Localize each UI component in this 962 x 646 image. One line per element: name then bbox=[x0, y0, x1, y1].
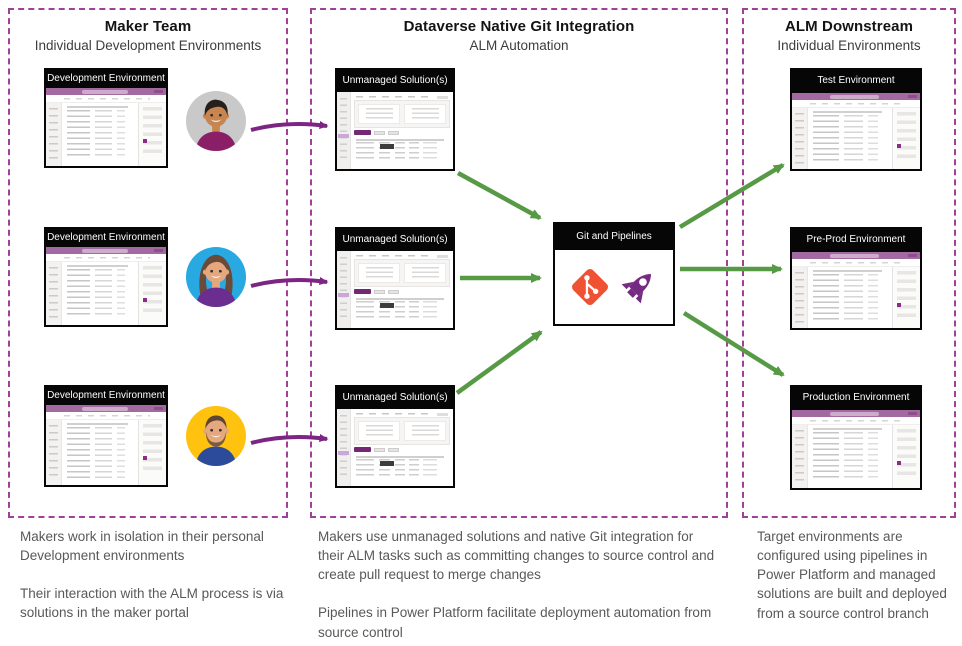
command-bar bbox=[792, 259, 920, 267]
tooltip-mock bbox=[380, 461, 394, 466]
list-column bbox=[95, 110, 112, 163]
test-environment-box bbox=[790, 68, 922, 171]
table-list bbox=[62, 103, 138, 166]
secondary-button bbox=[388, 290, 399, 294]
powerapps-topbar bbox=[792, 252, 920, 259]
table-list bbox=[808, 425, 892, 488]
git-and-pipelines-box bbox=[553, 222, 675, 326]
button-row bbox=[354, 287, 450, 296]
preprod-environment-box bbox=[790, 227, 922, 330]
solution-table bbox=[354, 454, 450, 484]
source-control-card bbox=[354, 417, 450, 445]
dev-environment-label-3: Development Environment bbox=[47, 389, 165, 401]
maker-note-paragraph-1: Makers work in isolation in their personal Development environments bbox=[20, 529, 264, 564]
table-list bbox=[808, 108, 892, 169]
unmanaged-solution-screenshot-3 bbox=[337, 409, 453, 486]
git-note-paragraph-1: Makers use unmanaged solutions and native Git integration for their ALM tasks such as committing changes to source control and create pull request to merge changes bbox=[318, 529, 715, 583]
table-column bbox=[395, 301, 405, 324]
production-environment-label: Production Environment bbox=[802, 392, 910, 403]
unmanaged-solution-label-3: Unmanaged Solution(s) bbox=[342, 391, 448, 403]
git-and-pipelines-label: Git and Pipelines bbox=[576, 230, 652, 242]
test-environment-label: Test Environment bbox=[817, 75, 895, 86]
table-column bbox=[356, 301, 374, 324]
table-column bbox=[409, 142, 419, 165]
rocket-icon bbox=[617, 266, 659, 308]
card-panel bbox=[404, 421, 446, 441]
properties-panel bbox=[138, 262, 166, 325]
table-list bbox=[808, 267, 892, 328]
unmanaged-solution-screenshot-1 bbox=[337, 92, 453, 169]
secondary-button bbox=[374, 448, 385, 452]
properties-panel bbox=[892, 425, 920, 488]
left-nav bbox=[337, 92, 351, 169]
solution-table bbox=[354, 137, 450, 167]
maker-note bbox=[20, 527, 294, 623]
git-note bbox=[318, 527, 720, 642]
list-column bbox=[868, 115, 878, 166]
secondary-button bbox=[374, 290, 385, 294]
secondary-button bbox=[388, 131, 399, 135]
screenshot-body bbox=[792, 267, 920, 328]
dev-environment-screenshot-2 bbox=[46, 247, 166, 325]
powerapps-topbar bbox=[792, 410, 920, 417]
table-column bbox=[356, 142, 374, 165]
unmanaged-solution-box-3 bbox=[335, 385, 455, 488]
properties-panel bbox=[892, 108, 920, 169]
unmanaged-solution-label-2: Unmanaged Solution(s) bbox=[342, 233, 448, 245]
dev-environment-label-2: Development Environment bbox=[47, 231, 165, 243]
dev-environment-box-3 bbox=[44, 385, 168, 487]
unmanaged-solution-screenshot-2 bbox=[337, 251, 453, 328]
table-column bbox=[423, 301, 437, 324]
primary-button bbox=[354, 289, 371, 294]
dev-environment-label-1: Development Environment bbox=[47, 72, 165, 84]
source-control-card bbox=[354, 100, 450, 128]
panel-git-title: Dataverse Native Git Integration bbox=[403, 18, 635, 35]
card-panel bbox=[358, 421, 400, 441]
panel-downstream-title: ALM Downstream bbox=[784, 18, 914, 35]
git-logo-icon bbox=[569, 266, 611, 308]
table-column bbox=[356, 459, 374, 482]
solution-screenshot-mock bbox=[337, 92, 453, 169]
properties-panel bbox=[892, 267, 920, 328]
list-column bbox=[67, 110, 90, 163]
list-column bbox=[844, 115, 863, 166]
solution-screenshot-mock bbox=[337, 251, 453, 328]
screenshot-body bbox=[46, 103, 166, 166]
table-column bbox=[395, 459, 405, 482]
dev-environment-box-1 bbox=[44, 68, 168, 168]
list-column bbox=[868, 274, 878, 325]
left-nav bbox=[46, 420, 62, 485]
panel-maker-head bbox=[10, 10, 286, 53]
maker-note-paragraph-2: Their interaction with the ALM process is via solutions in the maker portal bbox=[20, 586, 284, 621]
panel-git-subtitle: ALM Automation bbox=[469, 38, 569, 53]
left-nav bbox=[792, 425, 808, 488]
list-column bbox=[813, 432, 839, 485]
screenshot-body bbox=[46, 420, 166, 485]
secondary-button bbox=[388, 448, 399, 452]
environment-screenshot-mock bbox=[46, 247, 166, 325]
powerapps-topbar bbox=[792, 93, 920, 100]
git-note-paragraph-2: Pipelines in Power Platform facilitate deployment automation from source control bbox=[318, 605, 712, 640]
properties-panel bbox=[138, 420, 166, 485]
left-nav bbox=[46, 262, 62, 325]
test-environment-screenshot bbox=[792, 93, 920, 169]
table-column bbox=[423, 459, 437, 482]
unmanaged-solution-label-1: Unmanaged Solution(s) bbox=[342, 74, 448, 86]
screenshot-body bbox=[792, 425, 920, 488]
command-bar bbox=[46, 254, 166, 262]
list-column bbox=[813, 274, 839, 325]
source-control-card bbox=[354, 259, 450, 287]
list-column bbox=[95, 269, 112, 322]
panel-maker-subtitle: Individual Development Environments bbox=[34, 38, 262, 53]
panel-downstream-head bbox=[744, 10, 954, 53]
list-column bbox=[844, 274, 863, 325]
table-column bbox=[395, 142, 405, 165]
list-column bbox=[95, 427, 112, 482]
git-and-pipelines-body bbox=[555, 250, 673, 324]
properties-panel bbox=[138, 103, 166, 166]
button-row bbox=[354, 445, 450, 454]
primary-button bbox=[354, 447, 371, 452]
environment-screenshot-mock bbox=[46, 405, 166, 485]
left-nav bbox=[337, 251, 351, 328]
maker-avatar-2 bbox=[185, 246, 247, 308]
panel-downstream-subtitle: Individual Environments bbox=[777, 38, 921, 53]
command-bar bbox=[46, 95, 166, 103]
downstream-note bbox=[757, 527, 955, 623]
screenshot-body bbox=[792, 108, 920, 169]
table-column bbox=[423, 142, 437, 165]
downstream-note-paragraph-1: Target environments are configured using pipelines in Power Platform and managed solutions are built and deployed from a source control branch bbox=[757, 529, 947, 621]
command-bar bbox=[792, 100, 920, 108]
list-column bbox=[117, 269, 126, 322]
card-panel bbox=[404, 104, 446, 124]
environment-screenshot-mock bbox=[792, 410, 920, 488]
card-panel bbox=[358, 263, 400, 283]
list-column bbox=[67, 427, 90, 482]
secondary-button bbox=[374, 131, 385, 135]
panel-maker-title: Maker Team bbox=[104, 18, 192, 35]
dev-environment-box-2 bbox=[44, 227, 168, 327]
list-column bbox=[813, 115, 839, 166]
environment-screenshot-mock bbox=[792, 252, 920, 328]
solution-main bbox=[351, 92, 453, 169]
list-column bbox=[67, 269, 90, 322]
production-environment-screenshot bbox=[792, 410, 920, 488]
tooltip-mock bbox=[380, 144, 394, 149]
unmanaged-solution-box-1 bbox=[335, 68, 455, 171]
left-nav bbox=[337, 409, 351, 486]
maker-avatar-3 bbox=[185, 405, 247, 467]
command-bar bbox=[792, 417, 920, 425]
powerapps-topbar bbox=[46, 88, 166, 95]
preprod-environment-screenshot bbox=[792, 252, 920, 328]
environment-screenshot-mock bbox=[46, 88, 166, 166]
command-bar bbox=[46, 412, 166, 420]
list-column bbox=[868, 432, 878, 485]
left-nav bbox=[46, 103, 62, 166]
list-column bbox=[117, 427, 126, 482]
panel-git-head bbox=[312, 10, 726, 53]
solution-main bbox=[351, 251, 453, 328]
left-nav bbox=[792, 108, 808, 169]
preprod-environment-label: Pre-Prod Environment bbox=[806, 234, 906, 245]
card-panel bbox=[404, 263, 446, 283]
table-list bbox=[62, 262, 138, 325]
table-column bbox=[409, 301, 419, 324]
left-nav bbox=[792, 267, 808, 328]
dev-environment-screenshot-3 bbox=[46, 405, 166, 485]
solution-screenshot-mock bbox=[337, 409, 453, 486]
tooltip-mock bbox=[380, 303, 394, 308]
environment-screenshot-mock bbox=[792, 93, 920, 169]
button-row bbox=[354, 128, 450, 137]
maker-avatar-1 bbox=[185, 90, 247, 152]
solution-main bbox=[351, 409, 453, 486]
table-list bbox=[62, 420, 138, 485]
production-environment-box bbox=[790, 385, 922, 490]
powerapps-topbar bbox=[46, 247, 166, 254]
dev-environment-screenshot-1 bbox=[46, 88, 166, 166]
card-panel bbox=[358, 104, 400, 124]
list-column bbox=[117, 110, 126, 163]
solution-table bbox=[354, 296, 450, 326]
screenshot-body bbox=[46, 262, 166, 325]
table-column bbox=[409, 459, 419, 482]
primary-button bbox=[354, 130, 371, 135]
list-column bbox=[844, 432, 863, 485]
unmanaged-solution-box-2 bbox=[335, 227, 455, 330]
powerapps-topbar bbox=[46, 405, 166, 412]
